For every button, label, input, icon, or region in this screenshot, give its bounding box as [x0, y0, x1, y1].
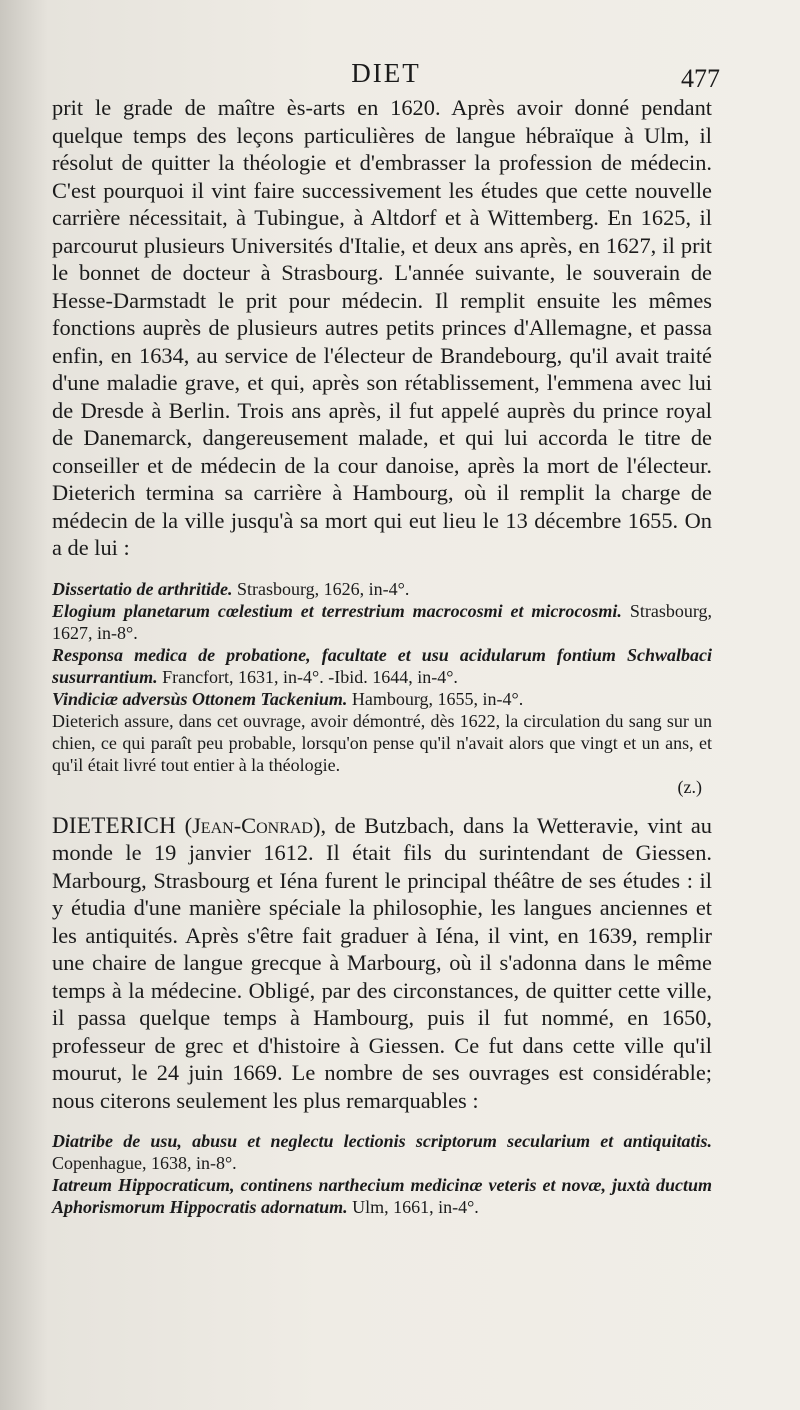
entry-name: DIETERICH — [52, 812, 177, 838]
author-signature: (z.) — [677, 776, 702, 797]
entry1-note: Dieterich assure, dans cet ouvrage, avoir démontré, dès 1622, la circulation du sang sur un chien, ce qui paraît peu probable, lorsqu'on pense qu'il n'avait alors que vingt et un ans, et qu'il était livré tout entier à la théologie. — [52, 710, 712, 775]
work-details: Ulm, 1661, in-4°. — [347, 1197, 479, 1217]
page-header — [52, 58, 720, 98]
bibliography-item — [52, 644, 712, 688]
page-number: 477 — [681, 64, 720, 93]
running-head: DIET — [351, 58, 421, 88]
page-body — [52, 94, 712, 1218]
entry-given-name: Jean-Conrad — [192, 812, 313, 838]
entry1-paragraph: prit le grade de maître ès-arts en 1620. Après avoir donné pendant quelque temps des leçons particulières de langue hébraïque à Ulm, il résolut de quitter la théologie et d'embrasser la profession de médecin. C'est pourquoi il vint faire successivement les études que cette nouvelle carrière nécessitait, à Tubingue, à Altdorf et à Wittemberg. En 1625, il parcourut plusieurs Universités d'Italie, et deux ans après, en 1627, il prit le bonnet de docteur à Strasbourg. L'année suivante, le souverain de Hesse-Darmstadt le prit pour médecin. Il remplit ensuite les mêmes fonctions auprès de plusieurs autres petits princes d'Allemagne, et passa enfin, en 1634, au service de l'électeur de Brandebourg, qu'il avait traité d'une maladie grave, et qui, après son rétablissement, l'emmena avec lui de Dresde à Berlin. Trois ans après, il fut appelé auprès du prince royal de Danemarck, dangereusement malade, et qui lui accorda le titre de conseiller et de médecin de la cour danoise, après la mort de l'électeur. Dieterich termina sa carrière à Hambourg, où il remplit la charge de médecin de la ville jusqu'à sa mort qui eut lieu le 13 décembre 1655. On a de lui : — [52, 95, 712, 560]
work-details: Strasbourg, 1627, in-8°. — [52, 600, 713, 643]
bibliography-item — [52, 1174, 712, 1218]
bibliography-item — [52, 600, 712, 644]
work-details: Strasbourg, 1626, in-4°. — [232, 578, 410, 599]
work-title: Diatribe de usu, abusu et neglectu lectionis scriptorum secularium et antiquitatis. — [52, 1131, 712, 1151]
work-details: Hambourg, 1655, in-4°. — [347, 688, 524, 709]
bibliography-item — [52, 578, 712, 600]
entry2-text: ), de Butzbach, dans la Wetteravie, vint au monde le 19 janvier 1612. Il était fils du surintendant de Giessen. Marbourg, Strasbourg et Iéna furent le principal théâtre de ses études : il y étudia d'une manière spéciale la philosophie, les langues anciennes et les antiquités. Après s'être fait graduer à Iéna, il vint, en 1639, remplir une chaire de langue grecque à Marbourg, où il s'adonna dans le même temps à la médecine. Obligé, par des circonstances, de quitter cette ville, il passa quelque temps à Hambourg, puis il fut nommé, en 1650, professeur de grec et d'histoire à Giessen. Ce fut dans cette ville qu'il mourut, le 24 juin 1669. Le nombre de ses ouvrages est considérable; nous citerons seulement les plus remarquables : — [52, 812, 712, 1113]
work-details: Copenhague, 1638, in-8°. — [52, 1153, 237, 1173]
bibliography-item — [52, 1130, 712, 1174]
work-details: Francfort, 1631, in-4°. -Ibid. 1644, in-4°. — [157, 666, 458, 687]
work-title: Responsa medica de probatione, facultate et usu acidularum fontium Schwalbaci susurrantium. — [52, 644, 712, 687]
bibliography-item — [52, 688, 712, 710]
entry2-paragraph: DIETERICH (Jean-Conrad), de Butzbach, dans la Wetteravie, vint au monde le 19 janvier 1612. Il était fils du surintendant de Giessen. Marbourg, Strasbourg et Iéna furent le principal théâtre de ses études : il y étudia d'une manière spéciale la philosophie, les langues anciennes et les antiquités. Après s'être fait graduer à Iéna, il vint, en 1639, remplir une chaire de langue grecque à Marbourg, où il s'adonna dans le même temps à la médecine. Obligé, par des circonstances, de quitter cette ville, il passa quelque temps à Hambourg, puis il fut nommé, en 1650, professeur de grec et d'histoire à Giessen. Ce fut dans cette ville qu'il mourut, le 24 juin 1669. Le nombre de ses ouvrages est considérable; nous citerons seulement les plus remarquables : — [52, 812, 712, 1113]
work-title: Elogium planetarum cœlestium et terrestrium macrocosmi et microcosmi. — [52, 600, 622, 621]
entry2-bibliography — [52, 1130, 712, 1218]
entry1-bibliography — [52, 578, 712, 798]
work-title: Iatreum Hippocraticum, continens narthecium medicinæ veteris et novæ, juxtà ductum Aphorismorum Hippocratis adornatum. — [52, 1175, 712, 1217]
work-title: Dissertatio de arthritide. — [52, 578, 233, 599]
work-title: Vindiciæ adversùs Ottonem Tackenium. — [52, 688, 348, 709]
